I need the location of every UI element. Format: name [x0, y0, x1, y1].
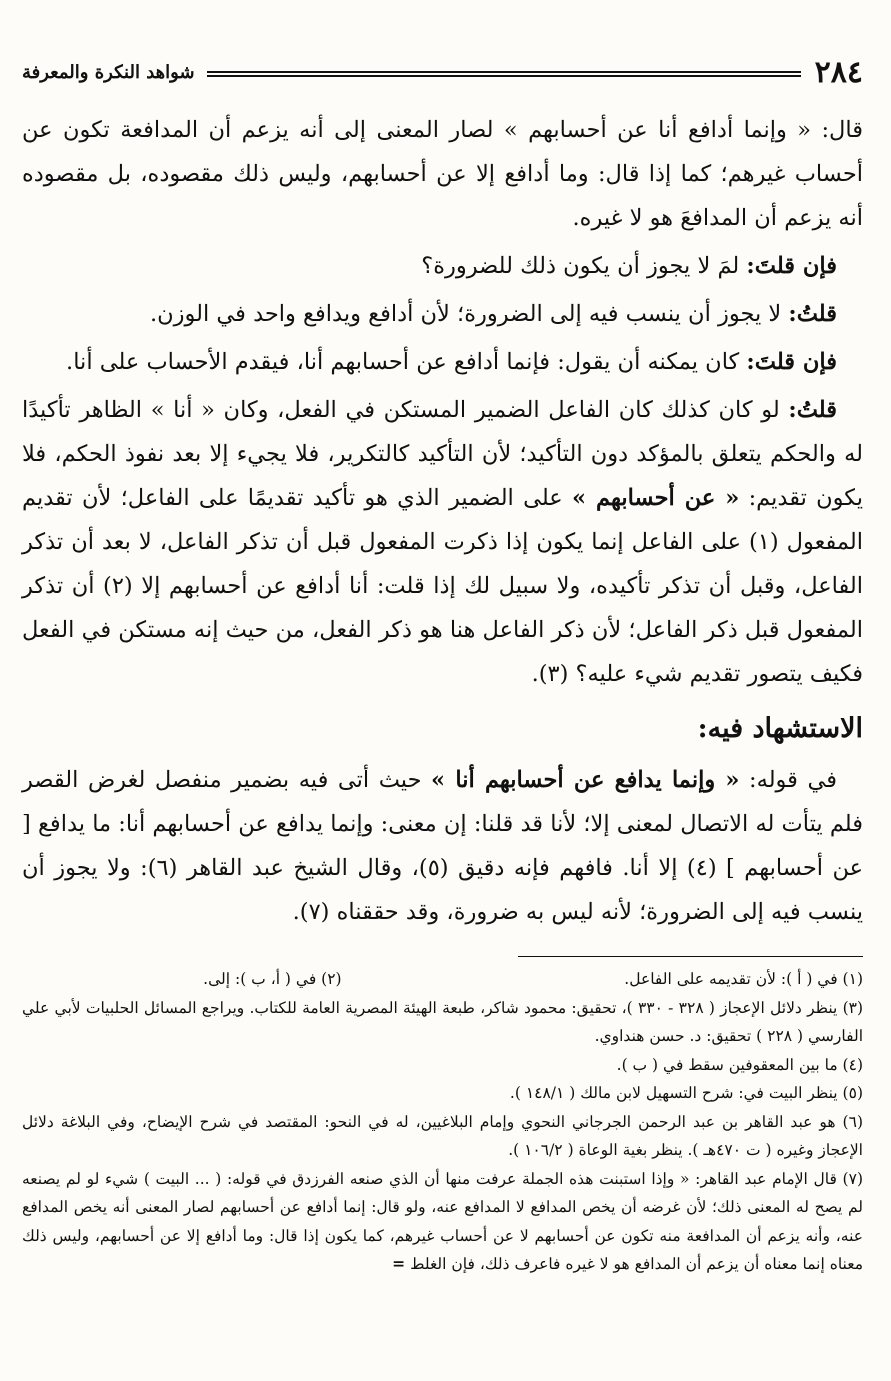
footnote-1: (١) في ( أ ): لأن تقديمه على الفاعل. — [624, 970, 863, 988]
paragraph-5 — [22, 388, 863, 696]
reply-label: قلتُ: — [788, 301, 837, 327]
reply-label: قلتُ: — [788, 397, 837, 423]
footnote-separator — [518, 956, 863, 957]
paragraph-4-text: كان يمكنه أن يقول: فإنما أدافع عن أحسابهم أنا، فيقدم الأحساب على أنا. — [66, 349, 747, 375]
footnote-2: (٢) في ( أ، ب ): إلى. — [203, 970, 342, 988]
quoted-verse: « وإنما يدافع عن أحسابهم أنا » — [431, 767, 740, 793]
footnote-7-text: (٧) قال الإمام عبد القاهر: « وإذا استبنت هذه الجملة عرفت منها أن الذي صنعه الفرزدق في قوله: ( ... البيت ) شيء لو لم يصنعه لم يصح له المعنى ذلك؛ لأن غرضه أن يخص المدافع لا المدافع عنه، ولو قال: إنما أدافع عن أحسابهم لصار المعنى أنه يخص المدافع عنه، وأنه يزعم أن المدافعة منه تكون عن أحسابهم لا عن أحساب غيرهم، كما يكون إذا قال: وما أدافع إلا عن أحسابهم، وليس ذلك معناه إنما معناه أن يزعم أن المدافع هو لا غيره فاعرف ذلك، فإن الغلط — [22, 1169, 863, 1273]
header-rule — [207, 71, 801, 77]
footnote-6: (٦) هو عبد القاهر بن عبد الرحمن الجرجاني النحوي وإمام البلاغيين، له في النحو: المقتصد في شرح الإيضاح، وفي البلاغة دلائل الإعجاز وغيره ( ت ٤٧٠هـ ). ينظر بغية الوعاة ( ١٠٦/٢ ). — [22, 1112, 863, 1159]
paragraph-6-text-a: في قوله: — [739, 767, 837, 793]
main-text — [22, 108, 863, 934]
paragraph-4 — [22, 340, 863, 384]
footnote-7 — [22, 1165, 863, 1279]
section-heading: الاستشهاد فيه: — [697, 713, 863, 744]
objection-label: فإن قلتَ: — [746, 349, 837, 375]
page-number: ٢٨٤ — [814, 54, 863, 90]
paragraph-2-text: لمَ لا يجوز أن يكون ذلك للضرورة؟ — [421, 253, 747, 279]
running-title: شواهد النكرة والمعرفة — [22, 61, 195, 83]
paragraph-2 — [22, 244, 863, 288]
paragraph-5-text-a: لو كان كذلك كان الفاعل الضمير المستكن في الفعل، وكان « أنا » الظاهر تأكيدًا له والحكم يتعلق بالمؤكد دون التأكيد؛ لأن التأكيد كالتكرير، فلا يجيء إلا بعد نفوذ الحكم، فلا يكون تقديم: — [22, 397, 863, 511]
paragraph-3 — [22, 292, 863, 336]
paragraph-6-text-b: حيث أتى فيه بضمير منفصل لغرض القصر فلم يتأت له الاتصال لمعنى إلا؛ لأنا قد قلنا: إن معنى: وإنما يدافع عن أحسابهم أنا: ما يدافع [ عن أحسابهم ] (٤) إلا أنا. فافهم فإنه دقيق (٥)، وقال الشيخ عبد القاهر (٦): ولا يجوز أن ينسب فيه إلى الضرورة؛ لأنه ليس به ضرورة، وقد حققناه (٧). — [22, 767, 864, 925]
footnotes — [22, 965, 863, 1279]
paragraph-1: قال: « وإنما أدافع أنا عن أحسابهم » لصار المعنى إلى أنه يزعم أن المدافعة تكون عن أحساب غيرهم؛ كما إذا قال: وما أدافع إلا عن أحسابهم، وليس ذلك مقصوده، بل مقصوده أنه يزعم أن المدافعَ هو لا غيره. — [22, 117, 863, 231]
objection-label: فإن قلتَ: — [746, 253, 837, 279]
footnote-4: (٤) ما بين المعقوفين سقط في ( ب ). — [616, 1055, 863, 1074]
paragraph-6 — [22, 758, 863, 934]
paragraph-3-text: لا يجوز أن ينسب فيه إلى الضرورة؛ لأن أدافع ويدافع واحد في الوزن. — [149, 301, 789, 327]
page-header — [22, 52, 863, 92]
footnote-5: (٥) ينظر البيت في: شرح التسهيل لابن مالك ( ١٤٨/١ ). — [509, 1084, 863, 1102]
paragraph-5-text-b: على الضمير الذي هو تأكيد تقديمًا على الفاعل؛ لأن تقديم المفعول (١) على الفاعل إنما يكون إذا ذكرت المفعول قبل أن تذكر الفاعل، لا بعد أن تذكر الفاعل، وقبل أن تذكر تأكيده، ولا سبيل لك إذا قلت: أنا أدافع عن أحسابهم إلا (٢) أن تذكر المفعول قبل ذكر الفاعل؛ لأن ذكر الفاعل هنا هو ذكر الفعل، من حيث إنه مستكن في الفعل فكيف يتصور تقديم شيء عليه؟ (٣). — [22, 485, 864, 687]
quoted-phrase: « عن أحسابهم » — [572, 485, 740, 511]
footnote-row — [22, 965, 863, 994]
continuation-mark: = — [392, 1254, 406, 1273]
footnote-3: (٣) ينظر دلائل الإعجاز ( ٣٢٨ - ٣٣٠ )، تحقيق: محمود شاكر، طبعة الهيئة المصرية العامة للكتاب. ويراجع المسائل الحلبيات لأبي علي الفارسي ( ٢٢٨ ) تحقيق: د. حسن هنداوي. — [22, 998, 864, 1045]
